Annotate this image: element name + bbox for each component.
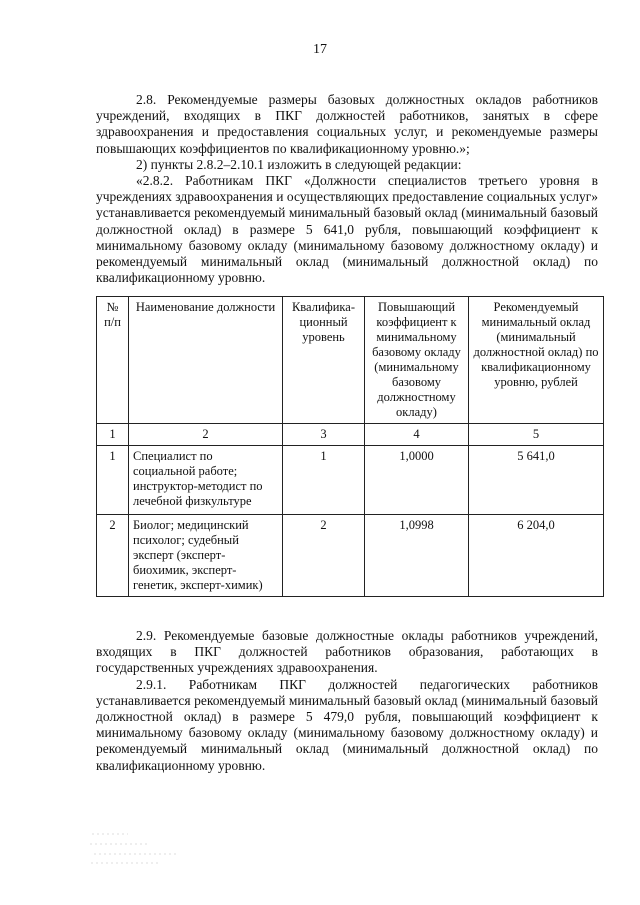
- body-text-bottom: [96, 628, 598, 774]
- paragraph-amendment-intro: 2) пункты 2.8.2–2.10.1 изложить в следующей редакции:: [136, 156, 462, 172]
- paragraph-2-9-1: 2.9.1. Работникам ПКГ должностей педагогических работников устанавливается рекомендуемый минимальный базовый оклад (минимальный базовый должностной оклад) в размере 5 479,0 рубля, повышающий коэффициент к минимальному базовому окладу (минимальному базовому должностному окладу) и рекомендуемый минимальный оклад (минимальный должностной оклад) по квалификационному уровню.: [96, 676, 598, 773]
- row-coefficient: 1,0998: [365, 515, 469, 597]
- table-row: [97, 446, 604, 515]
- column-number: 3: [283, 424, 365, 446]
- row-min-salary: 6 204,0: [469, 515, 604, 597]
- paragraph-2-8: 2.8. Рекомендуемые размеры базовых должностных окладов работников учреждений, входящих в ПКГ должностей работников, занятых в сфере здравоохранения и предоставления социальных услуг, и рекомендуемые размеры повышающих коэффициентов по квалификационному уровню.»;: [96, 92, 598, 156]
- header-num: № п/п: [97, 297, 129, 424]
- row-qualification-level: 2: [283, 515, 365, 597]
- row-position-name: Биолог; медицинский психолог; судебный эксперт (эксперт-биохимик, эксперт-генетик, эксперт-химик): [129, 515, 283, 597]
- column-number: 4: [365, 424, 469, 446]
- paragraph-2-9: 2.9. Рекомендуемые базовые должностные оклады работников учреждений, входящих в ПКГ должностей работников образования, работающих в государственных учреждениях здравоохранения.: [96, 628, 598, 676]
- row-position-name: Специалист по социальной работе; инструктор-методист по лечебной физкультуре: [129, 446, 283, 515]
- row-num: 2: [97, 515, 129, 597]
- column-number: 5: [469, 424, 604, 446]
- row-qualification-level: 1: [283, 446, 365, 515]
- column-number: 1: [97, 424, 129, 446]
- column-number: 2: [129, 424, 283, 446]
- page-number: 17: [313, 42, 327, 57]
- header-min-salary: Рекомендуемый минимальный оклад (минимальный должностной оклад) по квалификационному уровню, рублей: [469, 297, 604, 424]
- header-position-name: Наименование должности: [129, 297, 283, 424]
- salary-table: [96, 296, 604, 597]
- row-min-salary: 5 641,0: [469, 446, 604, 515]
- row-coefficient: 1,0000: [365, 446, 469, 515]
- row-num: 1: [97, 446, 129, 515]
- column-number-row: [97, 424, 604, 446]
- table-header-row: [97, 297, 604, 424]
- body-text-top: [96, 92, 598, 286]
- header-qualification-level: Квалифика-ционный уровень: [283, 297, 365, 424]
- header-coefficient: Повышающий коэффициент к минимальному базовому окладу (минимальному базовому должностному окладу): [365, 297, 469, 424]
- faint-stamp-mark: [88, 828, 183, 868]
- table-row: [97, 515, 604, 597]
- paragraph-2-8-2: «2.8.2. Работникам ПКГ «Должности специалистов третьего уровня в учреждениях здравоохранения и осуществляющих предоставление социальных услуг» устанавливается рекомендуемый минимальный базовый оклад (минимальный базовый должностной оклад) в размере 5 641,0 рубля, повышающий коэффициент к минимальному базовому окладу (минимальному базовому должностному окладу) и рекомендуемый минимальный оклад (минимальный должностной оклад) по квалификационному уровню.: [96, 173, 598, 286]
